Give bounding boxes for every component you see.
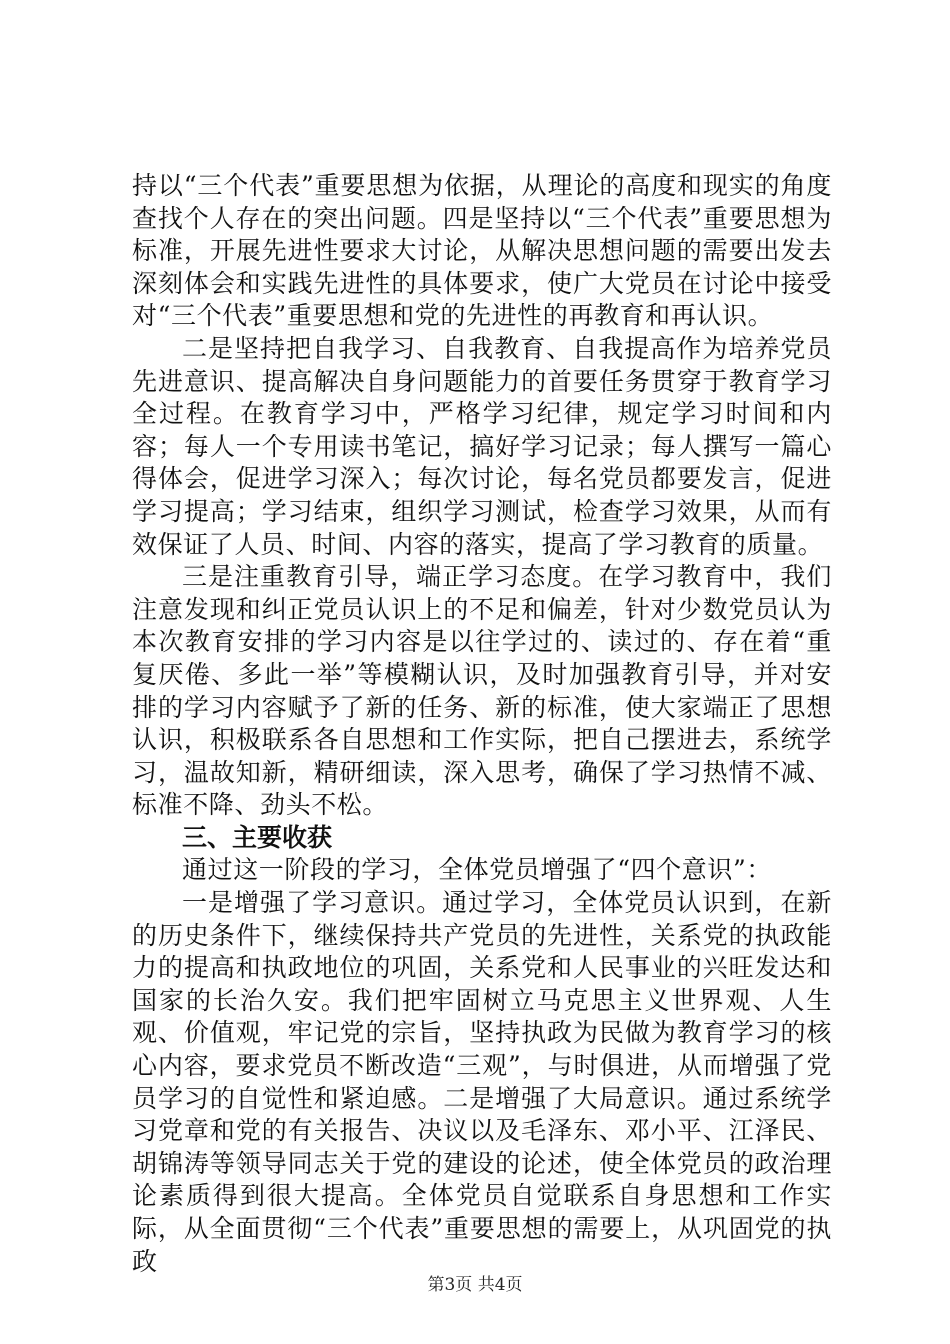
- paragraph-intro: 通过这一阶段的学习，全体党员增强了“四个意识”：: [182, 855, 772, 885]
- paragraph-second-point: 二是坚持把自我学习、自我教育、自我提高作为培养党员先进意识、提高解决自身问题能力的首要任务贯穿于教育学习全过程。在教育学习中，严格学习纪律，规定学习时间和内容；每人一个专用读书笔记，搞好学习记录；每人撰写一篇心得体会，促进学习深入；每次讨论，每名党员都要发言，促进学习提高；学习结束，组织学习测试，检查学习效果，从而有效保证了人员、时间、内容的落实，提高了学习教育的质量。: [132, 333, 832, 559]
- paragraph-gains: 一是增强了学习意识。通过学习，全体党员认识到，在新的历史条件下，继续保持共产党员的先进性，关系党的执政能力的提高和执政地位的巩固，关系党和人民事业的兴旺发达和国家的长治久安。我们把牢固树立马克思主义世界观、人生观、价值观，牢记党的宗旨，坚持执政为民做为教育学习的核心内容，要求党员不断改造“三观”，与时俱进，从而增强了党员学习的自觉性和紧迫感。二是增强了大局意识。通过系统学习党章和党的有关报告、决议以及毛泽东、邓小平、江泽民、胡锦涛等领导同志关于党的建设的论述，使全体党员的政治理论素质得到很大提高。全体党员自觉联系自身思想和工作实际，从全面贯彻“三个代表”重要思想的需要上，从巩固党的执政: [132, 888, 832, 1276]
- section-heading: 三、主要收获: [182, 822, 333, 852]
- document-body: [132, 170, 832, 1278]
- paragraph-continuation: 持以“三个代表”重要思想为依据，从理论的高度和现实的角度查找个人存在的突出问题。四是坚持以“三个代表”重要思想为标准，开展先进性要求大讨论，从解决思想问题的需要出发去深刻体会和实践先进性的具体要求，使广大党员在讨论中接受对“三个代表”重要思想和党的先进性的再教育和再认识。: [132, 171, 832, 331]
- paragraph-third-point: 三是注重教育引导，端正学习态度。在学习教育中，我们注意发现和纠正党员认识上的不足和偏差，针对少数党员认为本次教育安排的学习内容是以往学过的、读过的、存在着“重复厌倦、多此一举”等模糊认识，及时加强教育引导，并对安排的学习内容赋予了新的任务、新的标准，使大家端正了思想认识，积极联系各自思想和工作实际，把自己摆进去，系统学习，温故知新，精研细读，深入思考，确保了学习热情不减、标准不降、劲头不松。: [132, 562, 832, 820]
- page-footer: 第3页 共4页: [427, 1275, 523, 1295]
